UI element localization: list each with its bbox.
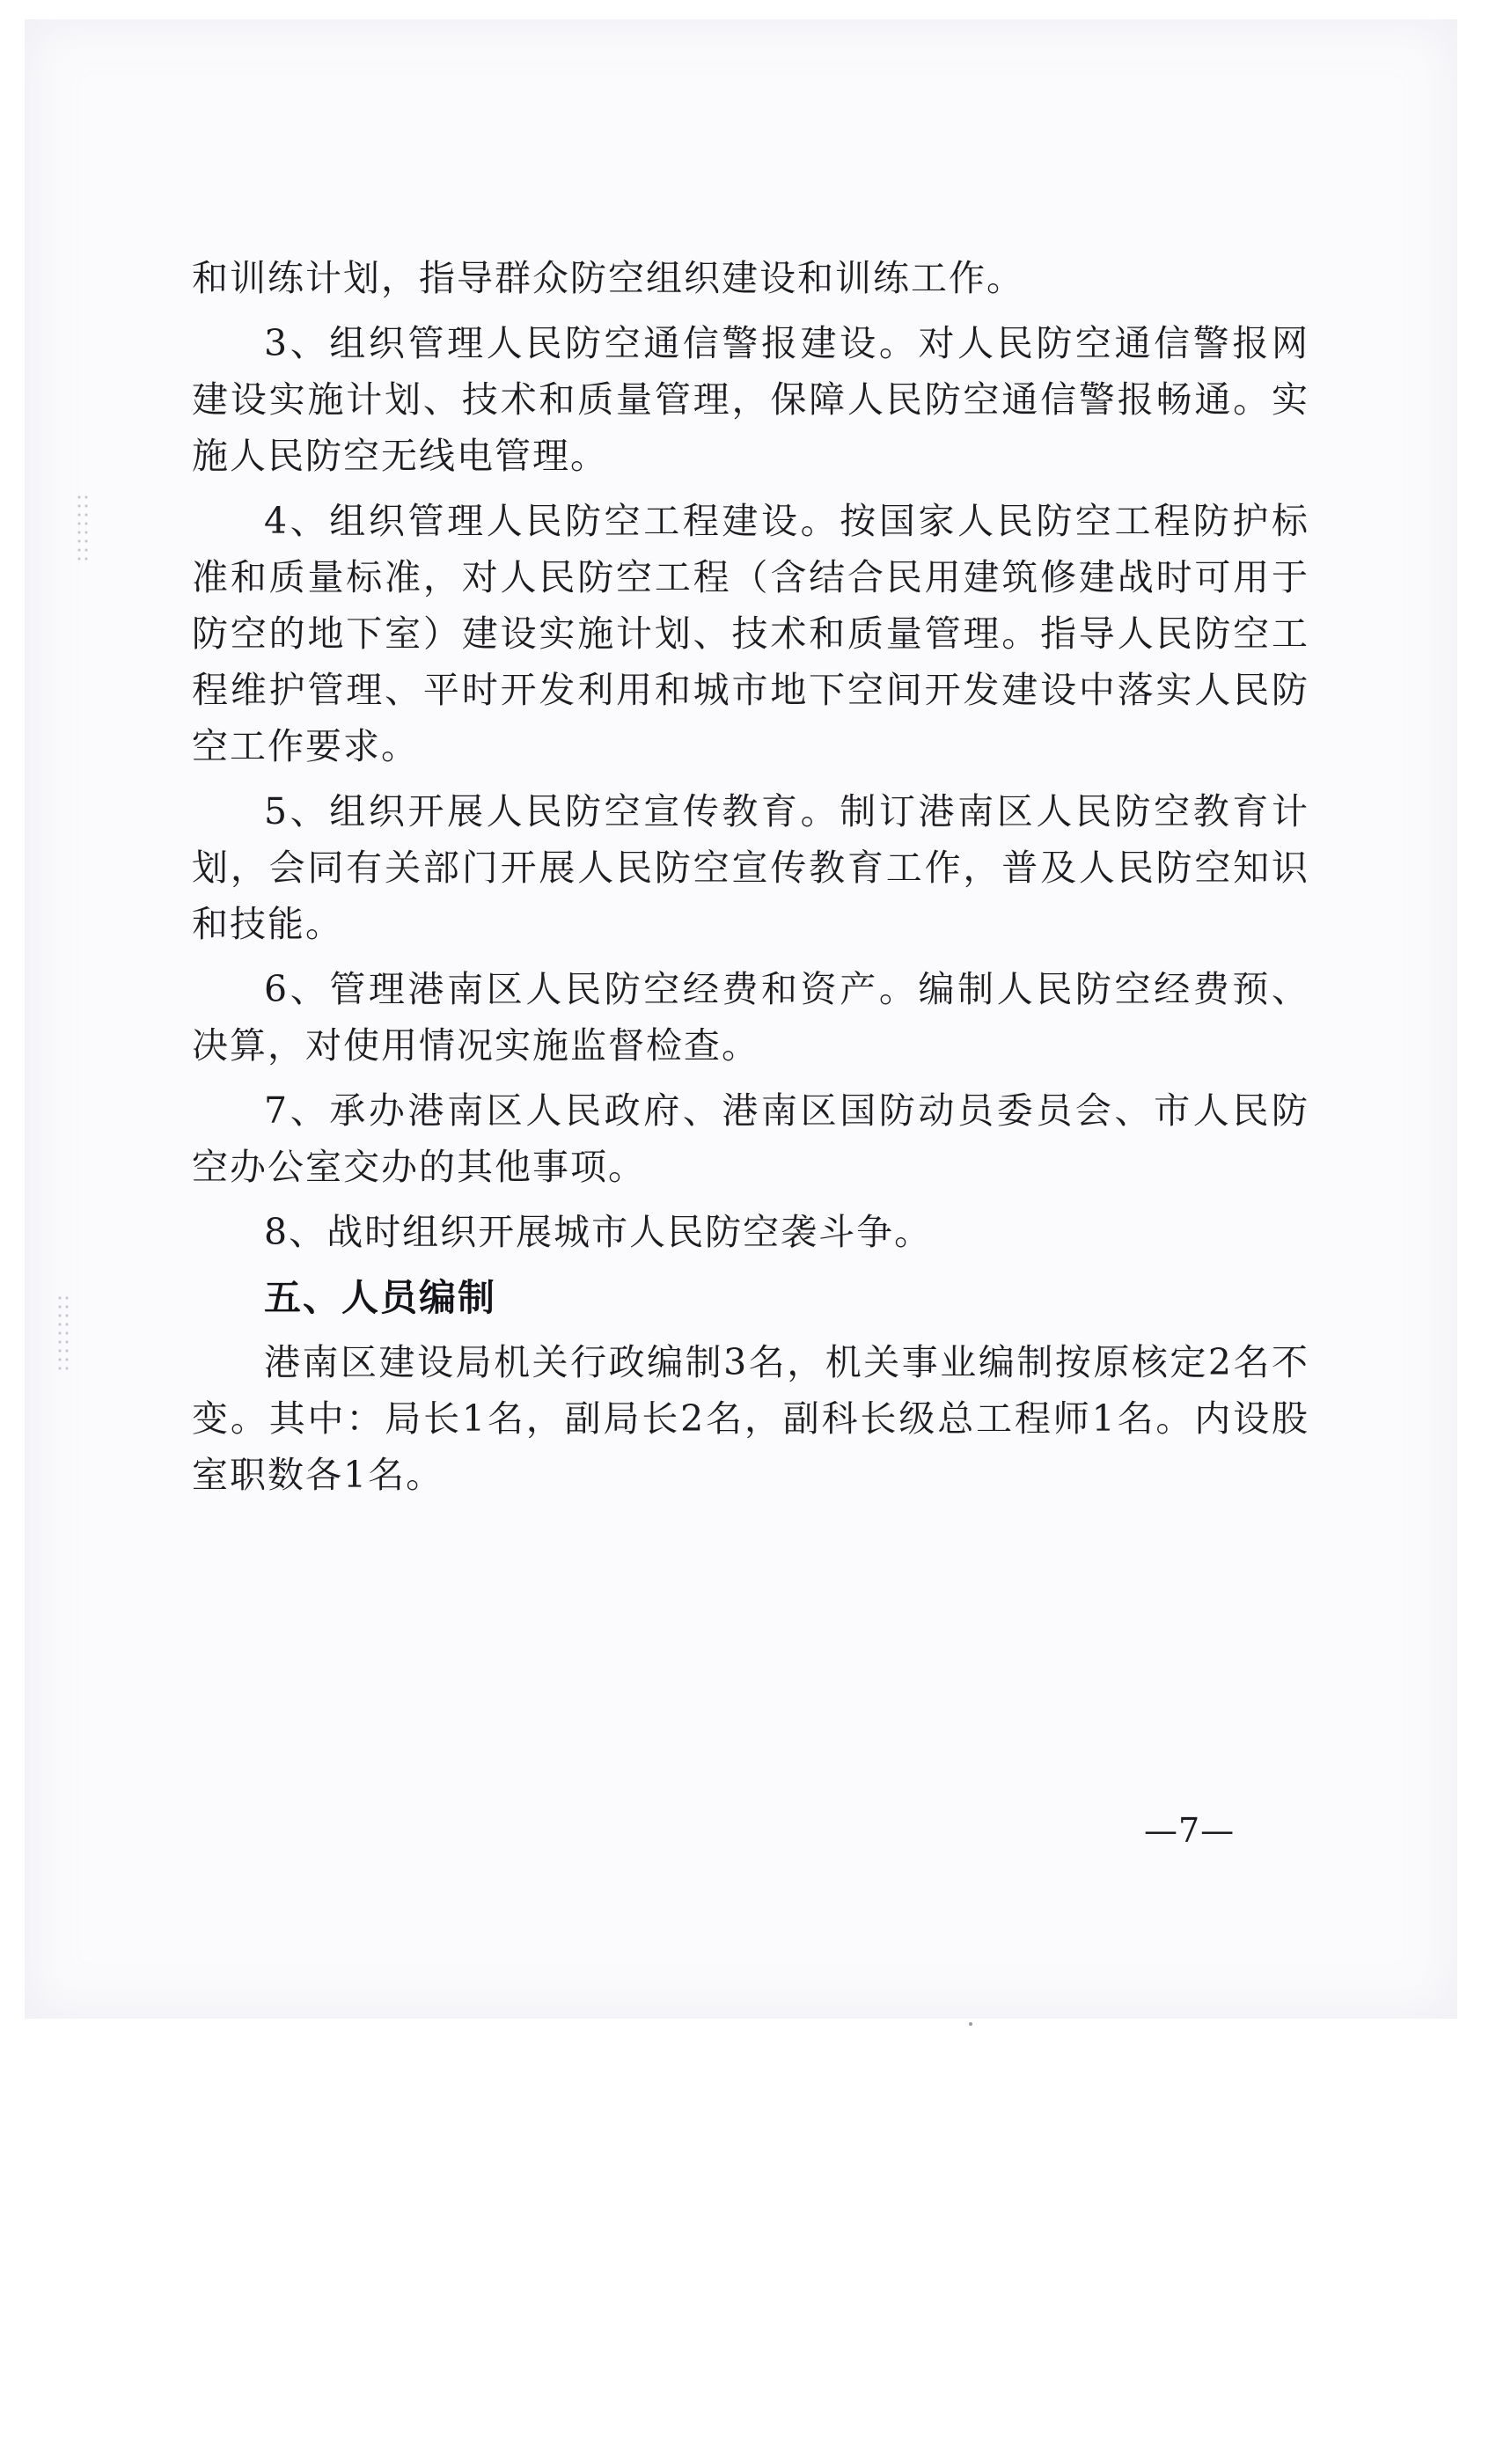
- paragraph-item-6-funds: 6、管理港南区人民防空经费和资产。编制人民防空经费预、决算，对使用情况实施监督检查。: [192, 968, 1309, 1067]
- binding-hole-mark-lower: [56, 1294, 69, 1373]
- page-number: —7—: [1144, 1811, 1236, 1850]
- paragraph-item-5-education: 5、组织开展人民防空宣传教育。制订港南区人民防空教育计划，会同有关部门开展人民防空宣传教育工作，普及人民防空知识和技能。: [192, 790, 1309, 945]
- scan-speck: [969, 2022, 972, 2026]
- paragraph-item-7-other-matters: 7、承办港南区人民政府、港南区国防动员委员会、市人民防空办公室交办的其他事项。: [192, 1089, 1309, 1188]
- section-heading-staffing: 五、人员编制: [264, 1276, 497, 1319]
- binding-hole-mark-upper: [76, 493, 88, 563]
- paragraph-staffing: 港南区建设局机关行政编制3名，机关事业编制按原核定2名不变。其中：局长1名，副局长2名，副科长级总工程师1名。内设股室职数各1名。: [192, 1341, 1309, 1496]
- document-body: [192, 250, 1309, 1512]
- paragraph-item-3-communication-alarm: 3、组织管理人民防空通信警报建设。对人民防空通信警报网建设实施计划、技术和质量管理，保障人民防空通信警报畅通。实施人民防空无线电管理。: [192, 322, 1309, 477]
- paragraph-item-4-engineering: 4、组织管理人民防空工程建设。按国家人民防空工程防护标准和质量标准，对人民防空工程（含结合民用建筑修建战时可用于防空的地下室）建设实施计划、技术和质量管理。指导人民防空工程维护管理、平时开发利用和城市地下空间开发建设中落实人民防空工作要求。: [192, 500, 1309, 767]
- paragraph-training-plan: 和训练计划，指导群众防空组织建设和训练工作。: [192, 257, 1024, 299]
- paragraph-item-8-wartime: 8、战时组织开展城市人民防空袭斗争。: [264, 1211, 933, 1253]
